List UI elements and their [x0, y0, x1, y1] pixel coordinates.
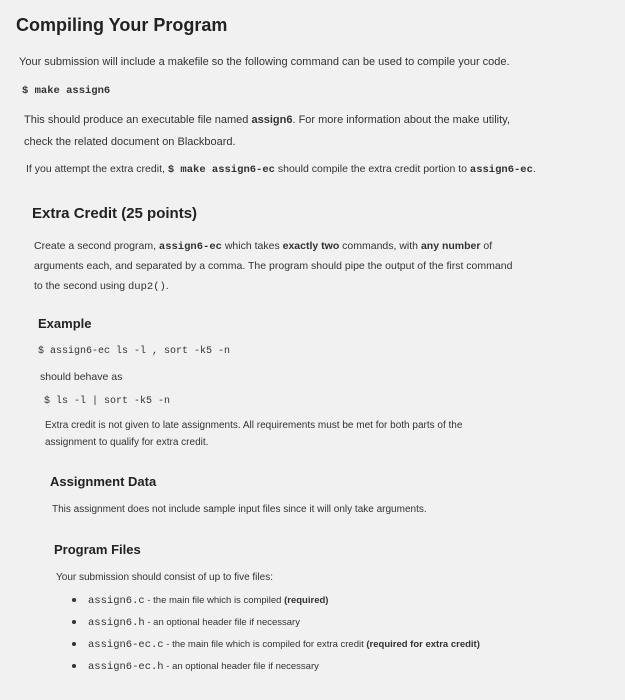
- extra-credit-compile-note: If you attempt the extra credit, $ make assign6-ec should compile the extra credit portion to assign6-ec.: [26, 163, 536, 176]
- late-note-line-2: assignment to qualify for extra credit.: [45, 437, 209, 448]
- list-item: assign6-ec.h - an optional header file if necessary: [72, 656, 480, 678]
- program-files-intro: Your submission should consist of up to five files:: [56, 572, 273, 583]
- behave-text: should behave as: [40, 371, 123, 383]
- extra-credit-line-3: to the second using dup2().: [34, 280, 169, 293]
- compiling-title: Compiling Your Program: [16, 15, 228, 35]
- assignment-data-text: This assignment does not include sample input files since it will only take arguments.: [52, 504, 427, 515]
- example-title: Example: [38, 316, 92, 331]
- extra-credit-title: Extra Credit (25 points): [32, 205, 198, 222]
- list-item: assign6.c - the main file which is compiled (required): [72, 590, 480, 612]
- bullet-icon: [72, 664, 76, 668]
- produce-line-1: This should produce an executable file named assign6. For more information about the make utility,: [24, 114, 510, 126]
- extra-credit-line-1: Create a second program, assign6-ec which takes exactly two commands, with any number of: [34, 240, 493, 253]
- compiling-intro: Your submission will include a makefile so the following command can be used to compile your code.: [19, 56, 510, 68]
- bullet-icon: [72, 642, 76, 646]
- program-files-title: Program Files: [54, 542, 141, 557]
- equivalent-command: $ ls -l | sort -k5 -n: [44, 396, 171, 407]
- list-item: assign6-ec.c - the main file which is compiled for extra credit (required for extra credit): [72, 634, 480, 656]
- produce-line-2: check the related document on Blackboard.: [24, 136, 236, 148]
- list-item: assign6.h - an optional header file if necessary: [72, 612, 480, 634]
- late-note-line-1: Extra credit is not given to late assignments. All requirements must be met for both parts of the: [45, 420, 463, 431]
- assignment-data-title: Assignment Data: [50, 474, 157, 489]
- program-files-list: [72, 590, 480, 678]
- make-command: $ make assign6: [22, 85, 111, 97]
- extra-credit-line-2: arguments each, and separated by a comma. The program should pipe the output of the first command: [34, 260, 513, 272]
- bullet-icon: [72, 598, 76, 602]
- bullet-icon: [72, 620, 76, 624]
- example-command: $ assign6-ec ls -l , sort -k5 -n: [38, 346, 231, 357]
